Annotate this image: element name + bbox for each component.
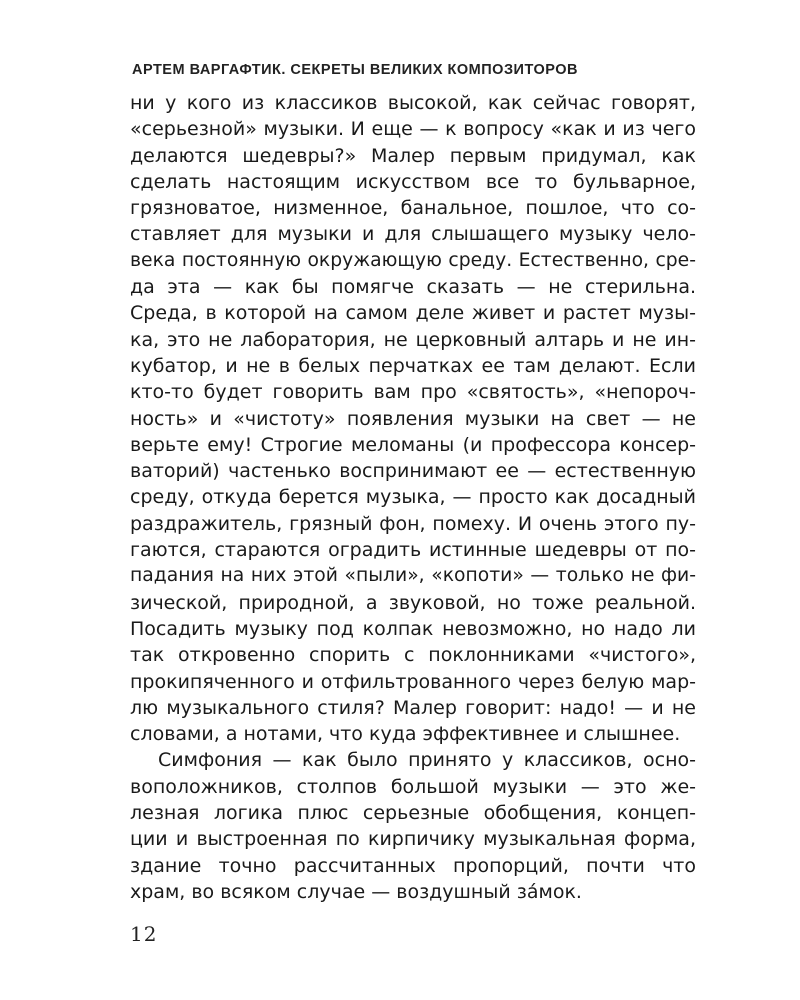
- text-line: «серьезной» музыки. И еще — к вопросу «как и из чего: [130, 118, 696, 141]
- text-line: так откровенно спорить с поклонниками «чистого»,: [130, 644, 696, 667]
- text-line: века постоянную окружающую среду. Естественно, сре-: [130, 249, 696, 271]
- text-line: гаются, стараются оградить истинные шедевры от по-: [130, 539, 696, 562]
- text-line-paragraph-end: словами, а нотами, что куда эффективнее и слышнее.: [130, 723, 681, 746]
- text-line: падания на них этой «пыли», «копоти» — только не фи-: [130, 565, 696, 587]
- text-line: ции и выстроенная по кирпичику музыкальная форма,: [130, 828, 696, 851]
- body-text: [130, 90, 696, 905]
- text-line-paragraph-start: Симфония — как было принято у классиков, осно-: [158, 749, 696, 772]
- running-header: АРТЕМ ВАРГАФТИК. СЕКРЕТЫ ВЕЛИКИХ КОМПОЗИТОРОВ: [132, 62, 578, 78]
- text-line: да эта — как бы помягче сказать — не стерильна.: [130, 276, 696, 299]
- text-line-paragraph-end: храм, во всяком случае — воздушный за́мок.: [130, 880, 582, 903]
- text-line: зической, природной, а звуковой, но тоже реальной.: [130, 591, 696, 614]
- text-line: лю музыкального стиля? Малер говорит: надо! — и не: [130, 696, 696, 719]
- text-line: верьте ему! Строгие меломаны (и профессора консер-: [130, 433, 696, 456]
- text-line: Среда, в которой на самом деле живет и растет музы-: [130, 302, 696, 325]
- text-line: кубатор, и не в белых перчатках ее там делают. Если: [130, 354, 696, 377]
- text-line: ставляет для музыки и для слышащего музыку чело-: [130, 223, 696, 246]
- text-line: среду, откуда берется музыка, — просто как досадный: [130, 486, 696, 509]
- text-line: прокипяченного и отфильтрованного через белую мар-: [130, 670, 696, 693]
- text-line: делаются шедевры?» Малер первым придумал, как: [130, 144, 696, 167]
- page-number: 12: [130, 922, 158, 946]
- text-line: лезная логика плюс серьезные обобщения, концеп-: [130, 802, 696, 825]
- text-line: Посадить музыку под колпак невозможно, но надо ли: [130, 617, 696, 640]
- text-line: здание точно рассчитанных пропорций, почти что: [130, 854, 696, 877]
- text-line: ка, это не лаборатория, не церковный алтарь и не ин-: [130, 328, 696, 351]
- text-line: ни у кого из классиков высокой, как сейчас говорят,: [130, 92, 696, 114]
- text-line: ваторий) частенько воспринимают ее — естественную: [130, 460, 696, 483]
- text-line: сделать настоящим искусством все то бульварное,: [130, 170, 696, 193]
- text-line: воположников, столпов большой музыки — это же-: [130, 775, 696, 798]
- text-line: кто-то будет говорить вам про «святость», «непороч-: [130, 381, 696, 404]
- text-line: раздражитель, грязный фон, помеху. И очень этого пу-: [130, 512, 696, 535]
- text-line: ность» и «чистоту» появления музыки на свет — не: [130, 407, 696, 430]
- text-line: грязноватое, низменное, банальное, пошлое, что со-: [130, 197, 696, 220]
